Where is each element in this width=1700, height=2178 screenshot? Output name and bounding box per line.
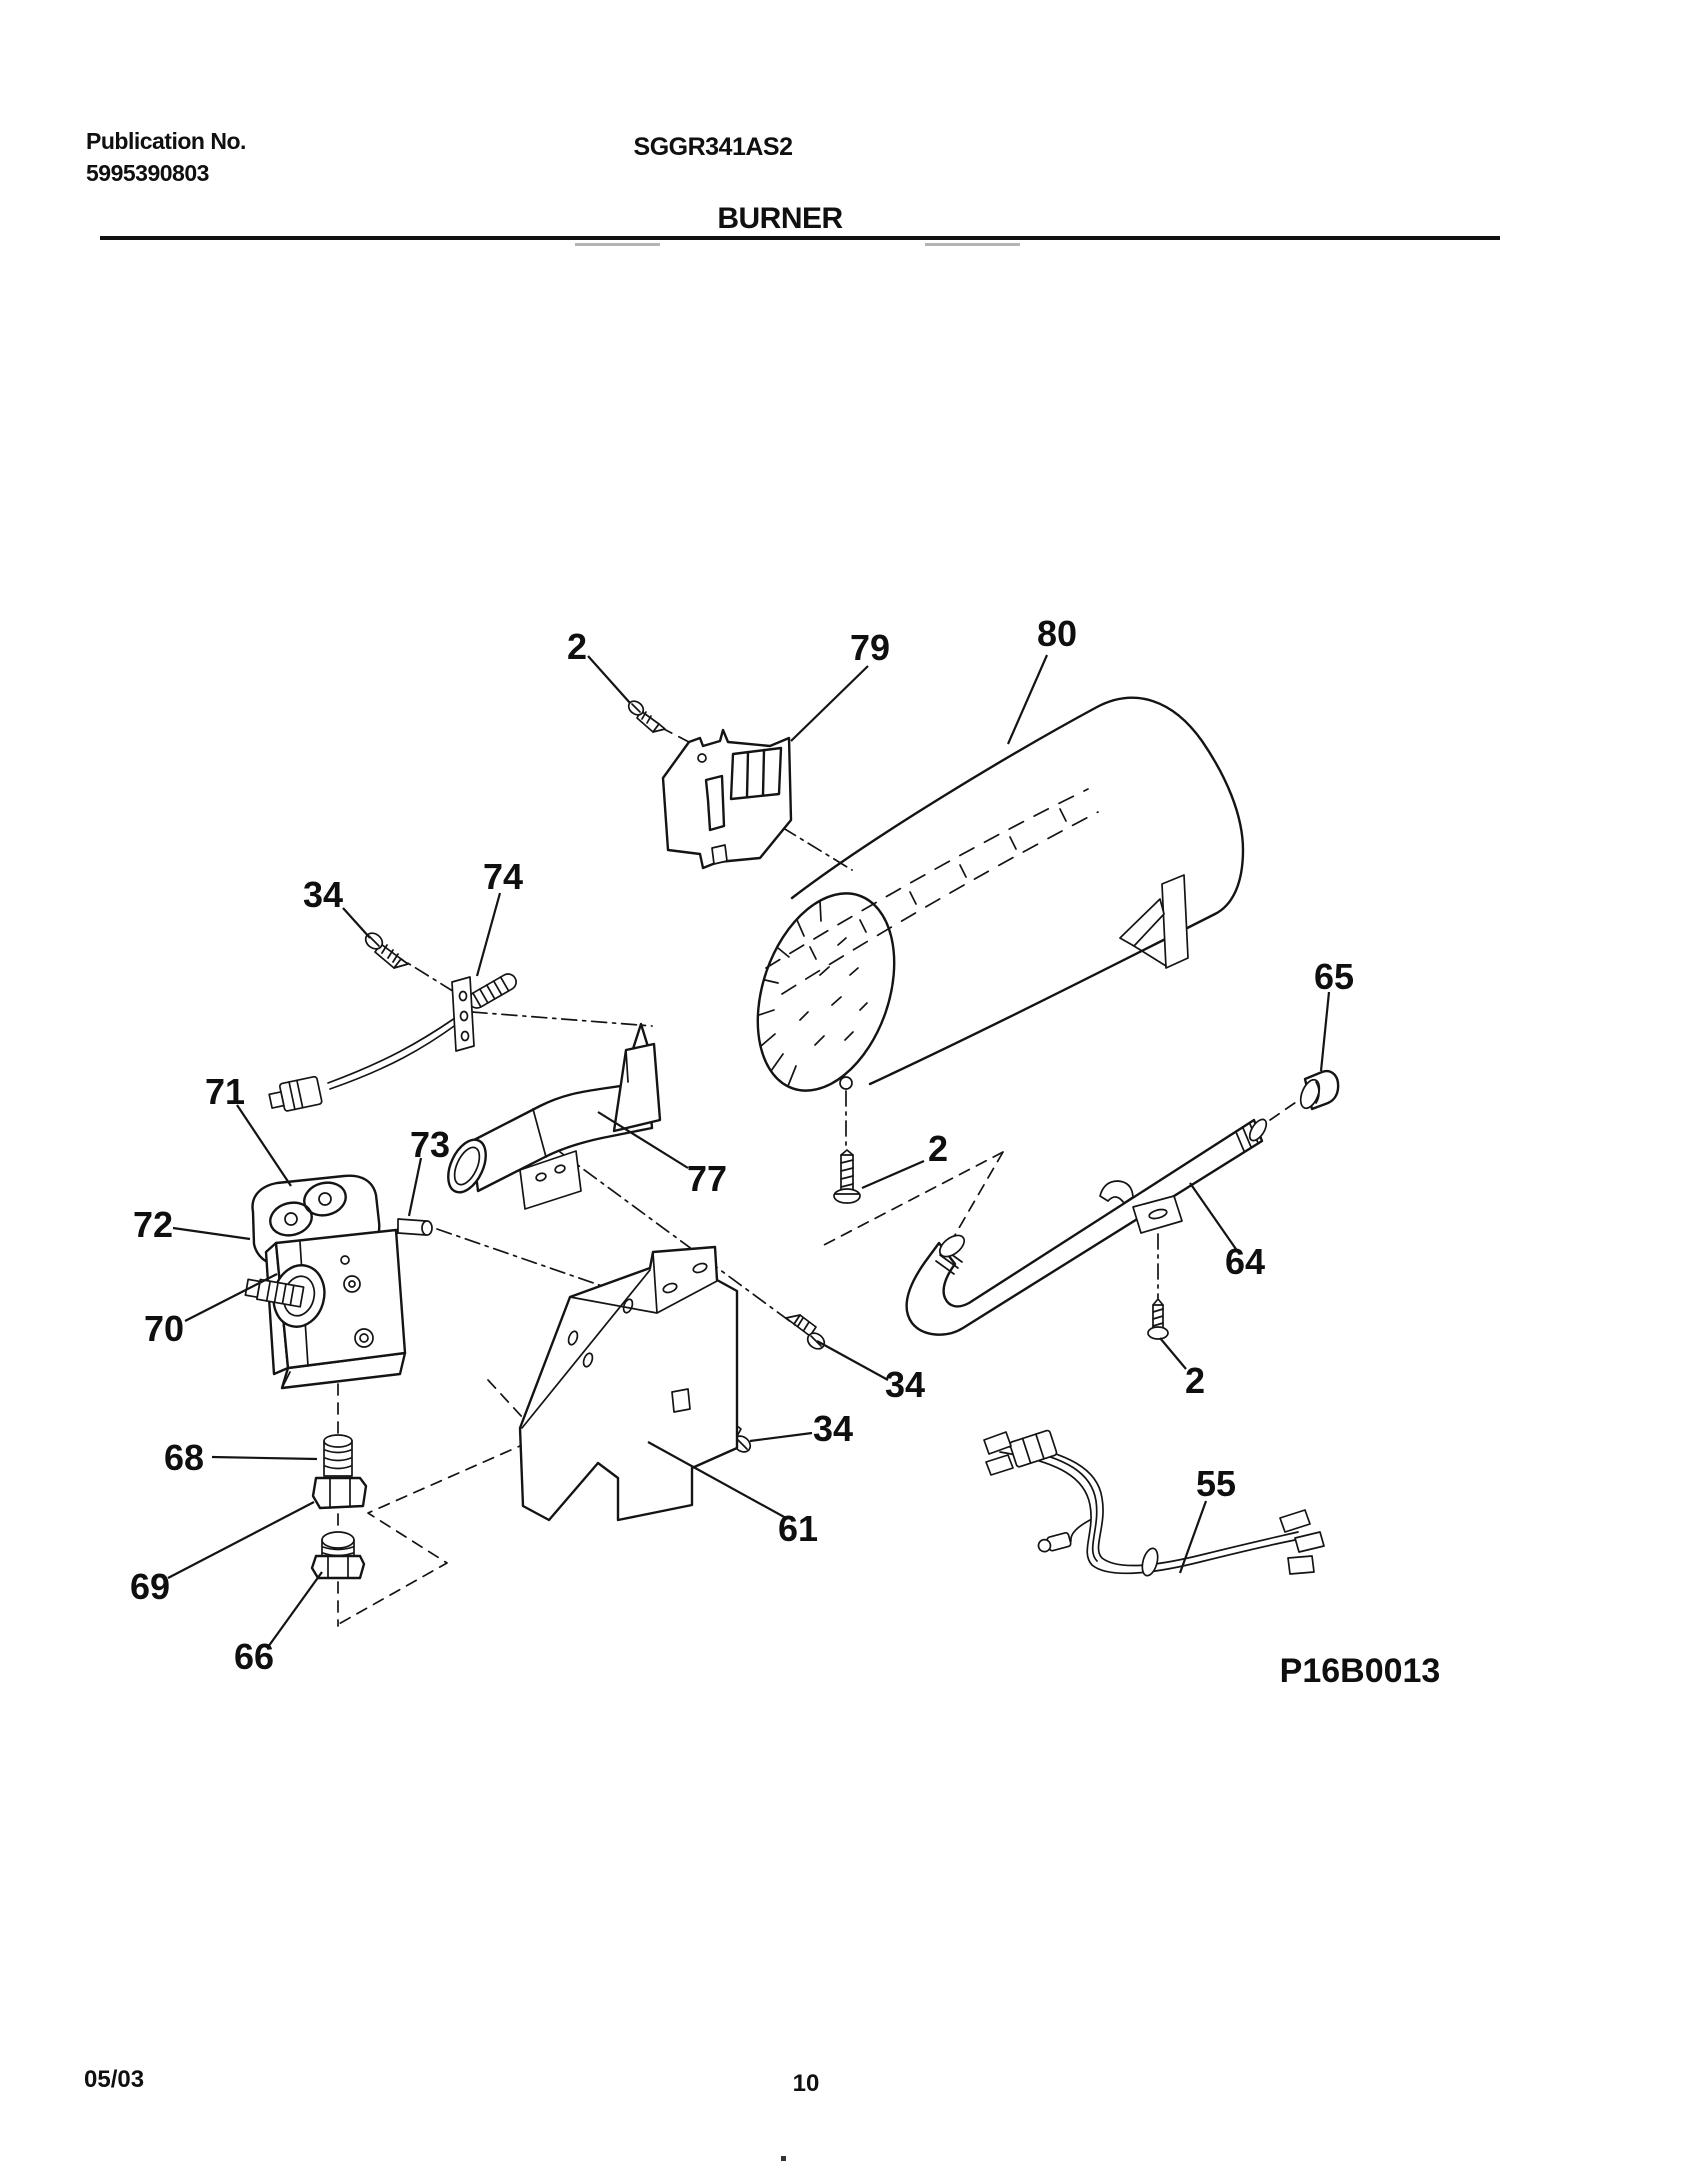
callout-leader-34 bbox=[817, 1341, 888, 1380]
section-title: BURNER bbox=[717, 202, 843, 235]
burner-tank-80 bbox=[733, 698, 1243, 1109]
scan-dot bbox=[781, 2156, 786, 2161]
callout-2: 2 bbox=[566, 626, 588, 667]
publication-label: Publication No. bbox=[86, 128, 246, 154]
screw-2-tank bbox=[834, 1150, 860, 1203]
callout-61: 61 bbox=[777, 1508, 819, 1549]
callout-65: 65 bbox=[1313, 956, 1355, 997]
callout-leader-34 bbox=[343, 908, 370, 938]
callout-80: 80 bbox=[1036, 613, 1078, 654]
screw-34-igniter bbox=[363, 930, 408, 968]
footer-page-number: 10 bbox=[792, 2070, 820, 2097]
callout-leader-73 bbox=[409, 1158, 421, 1216]
screw-2-pipe bbox=[1148, 1299, 1168, 1339]
footer-date: 05/03 bbox=[84, 2066, 145, 2093]
screw-34-bracket-a bbox=[786, 1315, 827, 1352]
callout-leader-66 bbox=[268, 1572, 322, 1647]
callout-leader-65 bbox=[1321, 992, 1329, 1071]
callout-leader-69 bbox=[168, 1502, 314, 1578]
burner-tube-77 bbox=[441, 1024, 660, 1209]
callout-34: 34 bbox=[812, 1408, 854, 1449]
callout-72: 72 bbox=[132, 1204, 174, 1245]
screw-2-top bbox=[626, 698, 665, 732]
callout-77: 77 bbox=[686, 1158, 728, 1199]
callout-79: 79 bbox=[849, 627, 891, 668]
callout-leader-34 bbox=[750, 1433, 812, 1441]
cap-65 bbox=[1297, 1071, 1338, 1111]
callout-68: 68 bbox=[163, 1437, 205, 1478]
callout-34: 34 bbox=[884, 1364, 926, 1405]
callout-2: 2 bbox=[1184, 1360, 1206, 1401]
fitting-66 bbox=[312, 1532, 364, 1578]
mounting-bracket-61 bbox=[520, 1247, 737, 1520]
callout-70: 70 bbox=[143, 1308, 185, 1349]
igniter-74 bbox=[268, 971, 519, 1114]
spark-module-79 bbox=[663, 730, 791, 868]
publication-number: 5995390803 bbox=[86, 160, 209, 186]
callout-leader-2 bbox=[862, 1161, 924, 1188]
callout-leader-80 bbox=[1008, 655, 1047, 744]
callout-71: 71 bbox=[204, 1071, 246, 1112]
callout-leader-71 bbox=[237, 1105, 291, 1186]
model-number: SGGR341AS2 bbox=[633, 133, 793, 161]
callout-leader-68 bbox=[212, 1457, 317, 1459]
callout-leader-79 bbox=[791, 666, 868, 741]
callout-69: 69 bbox=[129, 1566, 171, 1607]
callout-leader-2 bbox=[1160, 1338, 1186, 1369]
callout-74: 74 bbox=[482, 856, 524, 897]
diagram-code: P16B0013 bbox=[1279, 1652, 1441, 1690]
callout-leader-72 bbox=[173, 1228, 250, 1239]
callout-73: 73 bbox=[409, 1124, 451, 1165]
gas-valve-assembly bbox=[245, 1176, 432, 1388]
callout-64: 64 bbox=[1224, 1241, 1266, 1282]
callout-55: 55 bbox=[1195, 1463, 1237, 1504]
fitting-68 bbox=[313, 1435, 366, 1508]
wire-harness-55 bbox=[984, 1430, 1324, 1578]
callout-34: 34 bbox=[302, 874, 344, 915]
callout-2: 2 bbox=[927, 1128, 949, 1169]
callout-leader-74 bbox=[477, 893, 500, 976]
callout-66: 66 bbox=[233, 1636, 275, 1677]
callout-leader-2 bbox=[588, 656, 630, 703]
